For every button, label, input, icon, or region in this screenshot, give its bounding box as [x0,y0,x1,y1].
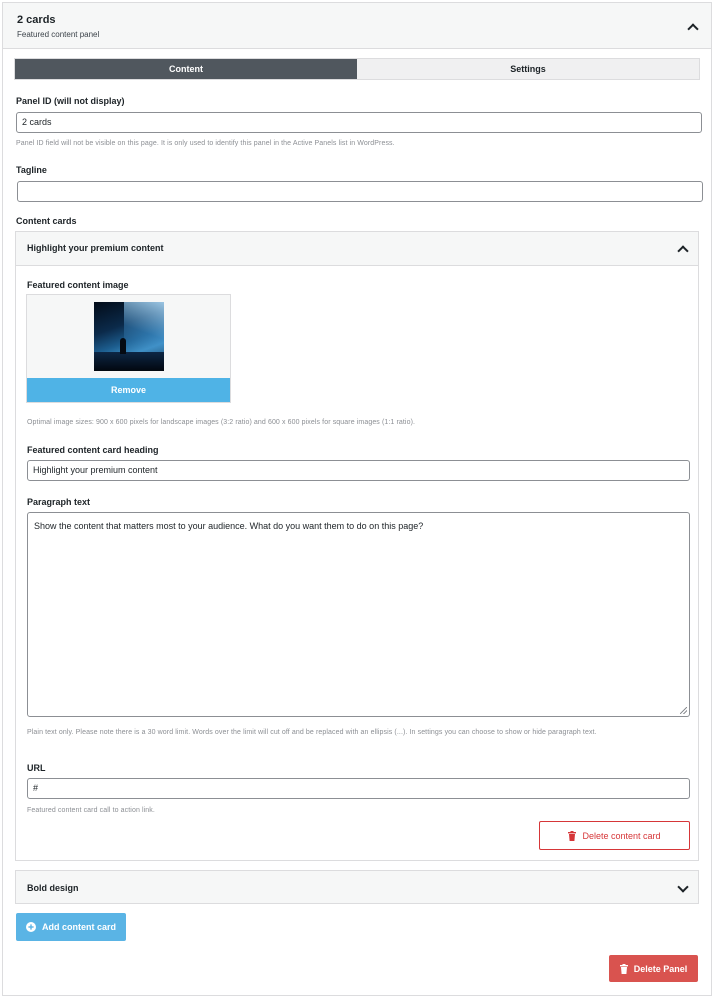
delete-panel-button[interactable] [609,955,698,982]
tab-settings[interactable]: Settings [510,64,546,74]
tab-content[interactable]: Content [15,59,357,79]
url-help: Featured content card call to action link. [27,807,155,814]
trash-icon [620,964,628,974]
remove-image-button[interactable]: Remove [27,378,230,402]
content-card-header[interactable] [16,232,698,266]
chevron-down-icon[interactable] [677,881,688,892]
plus-circle-icon [26,922,36,932]
paragraph-textarea[interactable] [27,512,690,717]
featured-image-box [26,294,231,403]
panel-id-input[interactable]: 2 cards [16,112,702,133]
panel-id-label: Panel ID (will not display) [16,96,125,106]
panel-id-help: Panel ID field will not be visible on this page. It is only used to identify this panel in the Active Panels list in WordPress. [16,140,395,147]
featured-image-label: Featured content image [27,280,129,290]
paragraph-text-value: Show the content that matters most to your audience. What do you want them to do on this page? [34,521,424,531]
add-content-card-button[interactable] [16,913,126,941]
url-label: URL [27,763,46,773]
url-input[interactable]: # [27,778,690,799]
delete-content-card-button[interactable] [539,821,690,850]
paragraph-help: Plain text only. Please note there is a 30 word limit. Words over the limit will cut off and be replaced with an ellipsis (...). In settings you can choose to show or hide paragraph text. [27,729,597,736]
image-size-help: Optimal image sizes: 900 x 600 pixels for landscape images (3:2 ratio) and 600 x 600 pixels for square images (1:1 ratio). [27,419,416,426]
content-cards-label: Content cards [16,216,77,226]
panel-header[interactable] [3,3,711,49]
card-heading-label: Featured content card heading [27,445,159,455]
content-card-title: Bold design [27,883,79,893]
panel-tabs [14,58,700,80]
card-heading-input[interactable]: Highlight your premium content [27,460,690,481]
content-card [15,231,699,861]
tagline-input[interactable] [17,181,703,202]
delete-panel-label: Delete Panel [633,963,688,974]
content-card-title: Highlight your premium content [27,243,164,253]
resize-handle-icon[interactable] [680,707,687,714]
add-content-card-label: Add content card [41,922,116,932]
content-card-collapsed[interactable] [15,870,699,904]
tagline-label: Tagline [16,165,47,175]
chevron-up-icon[interactable] [677,245,688,256]
panel-subtitle: Featured content panel [17,30,100,39]
featured-image-thumbnail[interactable] [94,302,164,371]
paragraph-text-label: Paragraph text [27,497,91,507]
delete-content-card-label: Delete content card [582,830,661,841]
trash-icon [568,831,576,841]
panel-title: 2 cards [17,14,56,26]
